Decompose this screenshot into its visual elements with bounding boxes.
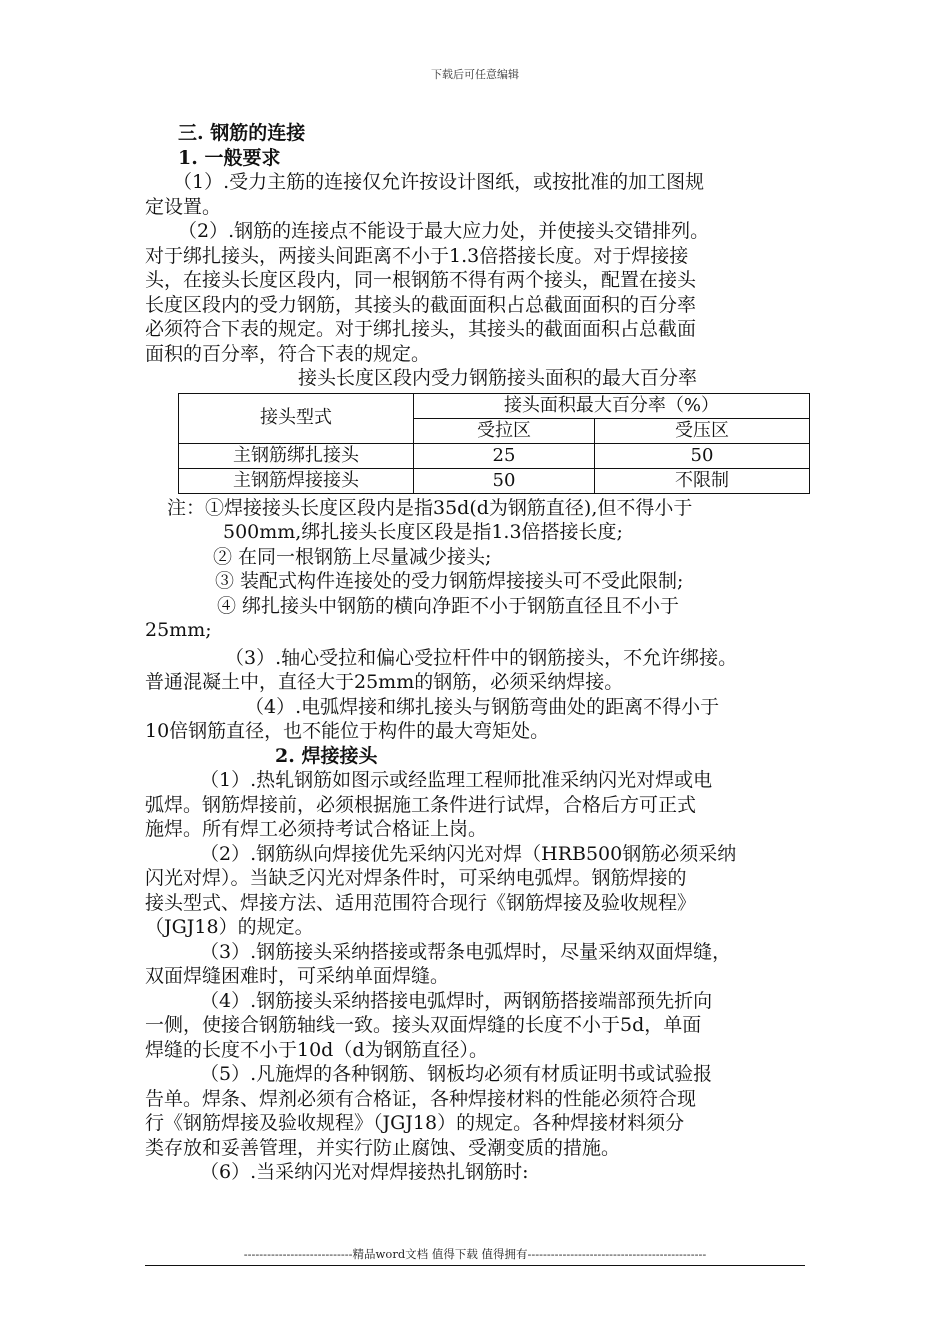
paragraph-line: 类存放和妥善管理，并实行防止腐蚀、受潮变质的措施。	[145, 1136, 621, 1159]
paragraph-line: 必须符合下表的规定。对于绑扎接头，其接头的截面面积占总截面	[145, 318, 697, 340]
cell-joint-type: 主钢筋焊接接头	[179, 468, 414, 493]
paragraph-line: 长度区段内的受力钢筋，其接头的截面面积占总截面面积的百分率	[145, 293, 697, 316]
paragraph-line: （5）.凡施焊的各种钢筋、钢板均必须有材质证明书或试验报	[200, 1063, 713, 1085]
paragraph-line: 头，在接头长度区段内，同一根钢筋不得有两个接头，配置在接头	[145, 269, 697, 291]
note-line: ② 在同一根钢筋上尽量减少接头;	[213, 545, 492, 568]
paragraph-line: （2）.钢筋的连接点不能设于最大应力处，并使接头交错排列。	[178, 220, 710, 242]
header-note: 下载后可任意编辑	[431, 68, 519, 81]
paragraph-line: 10倍钢筋直径，也不能位于构件的最大弯矩处。	[145, 720, 550, 742]
paragraph-line: （1）.热轧钢筋如图示或经监理工程师批准采纳闪光对焊或电	[200, 769, 713, 791]
note-line: ③ 装配式构件连接处的受力钢筋焊接接头可不受此限制;	[215, 570, 684, 592]
cell-compression: 不限制	[595, 468, 810, 493]
subsection-title-general: 1. 一般要求	[178, 146, 281, 169]
table-row	[179, 468, 810, 493]
paragraph-line: （3）.轴心受拉和偏心受拉杆件中的钢筋接头，不允许绑接。	[225, 646, 738, 669]
table-row	[179, 443, 810, 468]
paragraph-line: 双面焊缝困难时，可采纳单面焊缝。	[145, 965, 450, 987]
note-line: 500mm,绑扎接头长度区段是指1.3倍搭接长度;	[223, 521, 623, 543]
footer-divider	[145, 1265, 805, 1266]
paragraph-line: 施焊。所有焊工必须持考试合格证上岗。	[145, 818, 488, 840]
paragraph-line: 接头型式、焊接方法、适用范围符合现行《钢筋焊接及验收规程》	[145, 891, 697, 914]
paragraph-line: 面积的百分率，符合下表的规定。	[145, 342, 431, 365]
paragraph-line: （1）.受力主筋的连接仅允许按设计图纸，或按批准的加工图规	[173, 171, 705, 193]
header-joint-type: 接头型式	[179, 393, 414, 443]
cell-tension: 50	[414, 468, 595, 493]
paragraph-line: 焊缝的长度不小于10d（d为钢筋直径）。	[145, 1038, 489, 1061]
footer-text: ----------------------------精品word文档 值得下载 值得拥有----------------------------------------------	[243, 1247, 707, 1261]
table-title: 接头长度区段内受力钢筋接头面积的最大百分率	[297, 367, 697, 389]
paragraph-line: （4）.钢筋接头采纳搭接电弧焊时，两钢筋搭接端部预先折向	[200, 989, 713, 1012]
paragraph-line: 闪光对焊）。当缺乏闪光对焊条件时，可采纳电弧焊。钢筋焊接的	[145, 867, 687, 889]
cell-tension: 25	[414, 443, 595, 468]
cell-joint-type: 主钢筋绑扎接头	[179, 443, 414, 468]
paragraph-line: 定设置。	[145, 195, 222, 218]
paragraph-line: 告单。焊条、焊剂必须有合格证，各种焊接材料的性能必须符合现	[145, 1087, 697, 1110]
paragraph-line: （6）.当采纳闪光对焊焊接热扎钢筋时:	[200, 1161, 529, 1183]
document-body	[145, 121, 810, 1185]
subsection-title-welded: 2. 焊接接头	[275, 744, 378, 767]
note-line: ④ 绑扎接头中钢筋的横向净距不小于钢筋直径且不小于	[217, 594, 680, 617]
header-compression-zone: 受压区	[595, 418, 810, 443]
paragraph-line: 普通混凝土中，直径大于25mm的钢筋，必须采纳焊接。	[145, 671, 624, 693]
note-line: 25mm;	[145, 619, 212, 641]
header-tension-zone: 受拉区	[414, 418, 595, 443]
paragraph-line: （2）.钢筋纵向焊接优先采纳闪光对焊（HRB500钢筋必须采纳	[200, 842, 737, 865]
paragraph-line: 弧焊。钢筋焊接前，必须根据施工条件进行试焊，合格后方可正式	[145, 793, 697, 816]
paragraph-line: 对于绑扎接头，两接头间距离不小于1.3倍搭接长度。对于焊接接	[145, 244, 689, 267]
paragraph-line: 行《钢筋焊接及验收规程》（JGJ18）的规定。各种焊接材料须分	[145, 1112, 685, 1134]
section-title: 三. 钢筋的连接	[178, 122, 306, 144]
paragraph-line: （3）.钢筋接头采纳搭接或帮条电弧焊时，尽量采纳双面焊缝，	[200, 940, 732, 963]
cell-compression: 50	[595, 443, 810, 468]
paragraph-line: （4）.电弧焊接和绑扎接头与钢筋弯曲处的距离不得小于	[245, 695, 720, 718]
paragraph-line: 一侧，使接合钢筋轴线一致。接头双面焊缝的长度不小于5d，单面	[145, 1014, 702, 1036]
table-header-row	[179, 393, 810, 418]
paragraph-line: （JGJ18）的规定。	[145, 916, 314, 938]
splice-percentage-table	[178, 393, 810, 494]
header-max-percentage: 接头面积最大百分率（%）	[414, 393, 810, 418]
note-line: 注：①焊接接头长度区段内是指35d(d为钢筋直径),但不得小于	[167, 496, 693, 519]
